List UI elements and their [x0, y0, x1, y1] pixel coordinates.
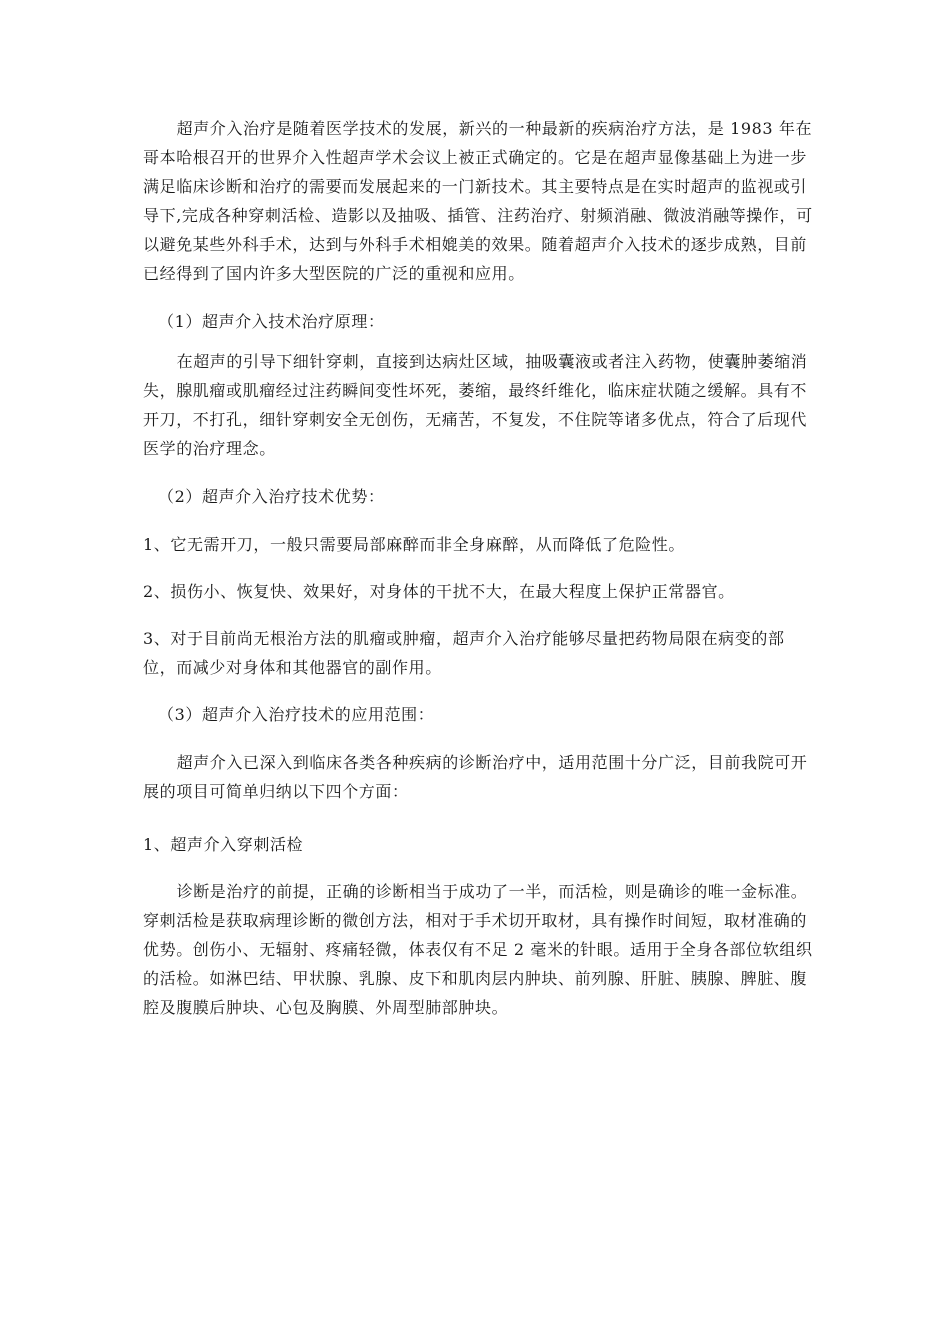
advantage-item-3: 3、对于目前尚无根治方法的肌瘤或肿瘤，超声介入治疗能够尽量把药物局限在病变的部位，而减少对身体和其他器官的副作用。 [143, 629, 785, 677]
section1-heading: （1）超声介入技术治疗原理： [158, 312, 385, 331]
section2-heading: （2）超声介入治疗技术优势： [158, 487, 385, 506]
section1-body: 在超声的引导下细针穿刺，直接到达病灶区域，抽吸囊液或者注入药物，使囊肿萎缩消失，腺肌瘤或肌瘤经过注药瞬间变性坏死，萎缩，最终纤维化，临床症状随之缓解。具有不开刀，不打孔，细针穿刺安全无创伤，无痛苦，不复发，不住院等诸多优点，符合了后现代医学的治疗理念。 [143, 352, 808, 458]
subsection1-heading: 1、超声介入穿刺活检 [143, 835, 304, 854]
section3-heading: （3）超声介入治疗技术的应用范围： [158, 705, 435, 724]
intro-paragraph: 超声介入治疗是随着医学技术的发展，新兴的一种最新的疾病治疗方法，是 1983 年在哥本哈根召开的世界介入性超声学术会议上被正式确定的。它是在超声显像基础上为进一步满足临床诊断和治疗的需要而发展起来的一门新技术。其主要特点是在实时超声的监视或引导下,完成各种穿刺活检、造影以及抽吸、插管、注药治疗、射频消融、微波消融等操作，可以避免某些外科手术，达到与外科手术相媲美的效果。随着超声介入技术的逐步成熟，目前已经得到了国内许多大型医院的广泛的重视和应用。 [143, 119, 813, 283]
section3-body: 超声介入已深入到临床各类各种疾病的诊断治疗中，适用范围十分广泛，目前我院可开展的项目可简单归纳以下四个方面： [143, 753, 808, 801]
advantage-item-2: 2、损伤小、恢复快、效果好，对身体的干扰不大，在最大程度上保护正常器官。 [143, 582, 735, 601]
advantage-item-1: 1、它无需开刀，一般只需要局部麻醉而非全身麻醉，从而降低了危险性。 [143, 535, 685, 554]
subsection1-body: 诊断是治疗的前提，正确的诊断相当于成功了一半，而活检，则是确诊的唯一金标准。穿刺活检是获取病理诊断的微创方法，相对于手术切开取材，具有操作时间短，取材准确的优势。创伤小、无辐射、疼痛轻微，体表仅有不足 2 毫米的针眼。适用于全身各部位软组织的活检。如淋巴结、甲状腺、乳腺、皮下和肌肉层内肿块、前列腺、肝脏、胰腺、脾脏、腹腔及腹膜后肿块、心包及胸膜、外周型肺部肿块。 [143, 882, 813, 1017]
